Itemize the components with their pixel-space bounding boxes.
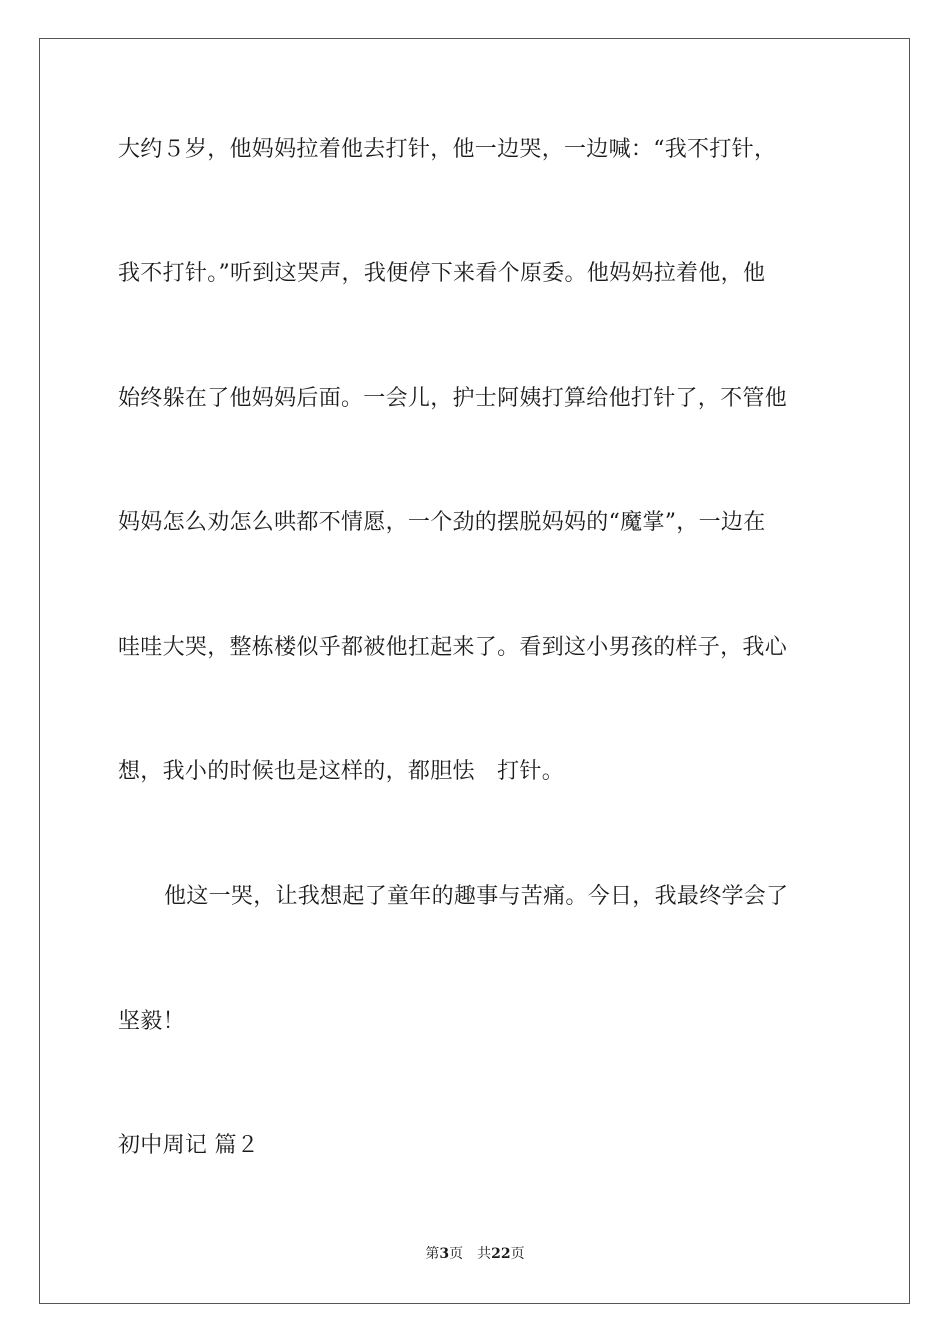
page-prefix: 第 bbox=[425, 1246, 440, 1262]
body-text-line-6: 想，我小的时候也是这样的，都胆怯 打针。 bbox=[118, 759, 565, 784]
total-suffix: 页 bbox=[510, 1246, 525, 1262]
body-text-line-3: 始终躲在了他妈妈后面。一会儿，护士阿姨打算给他打针了，不管他 bbox=[118, 386, 788, 411]
body-text-line-2: 我不打针。”听到这哭声，我便停下来看个原委。他妈妈拉着他，他 bbox=[118, 261, 766, 286]
body-text-line-4: 妈妈怎么劝怎么哄都不情愿，一个劲的摆脱妈妈的“魔掌”，一边在 bbox=[118, 510, 766, 535]
body-text-line-7: 他这一哭，让我想起了童年的趣事与苦痛。今日，我最终学会了 bbox=[164, 884, 789, 909]
total-prefix: 共 bbox=[477, 1246, 492, 1262]
body-text-line-8: 坚毅！ bbox=[118, 1009, 185, 1034]
section-heading: 初中周记 篇２ bbox=[118, 1133, 260, 1158]
page-border bbox=[39, 38, 910, 1304]
body-text-line-5: 哇哇大哭，整栋楼似乎都被他扛起来了。看到这小男孩的样子，我心 bbox=[118, 635, 788, 660]
body-text-line-1: 大约５岁，他妈妈拉着他去打针，他一边哭，一边喊：“我不打针， bbox=[118, 137, 777, 162]
page-footer bbox=[0, 1244, 950, 1264]
page-number: 3 bbox=[439, 1246, 450, 1262]
page-suffix: 页 bbox=[449, 1246, 464, 1262]
total-pages: 22 bbox=[491, 1246, 511, 1262]
